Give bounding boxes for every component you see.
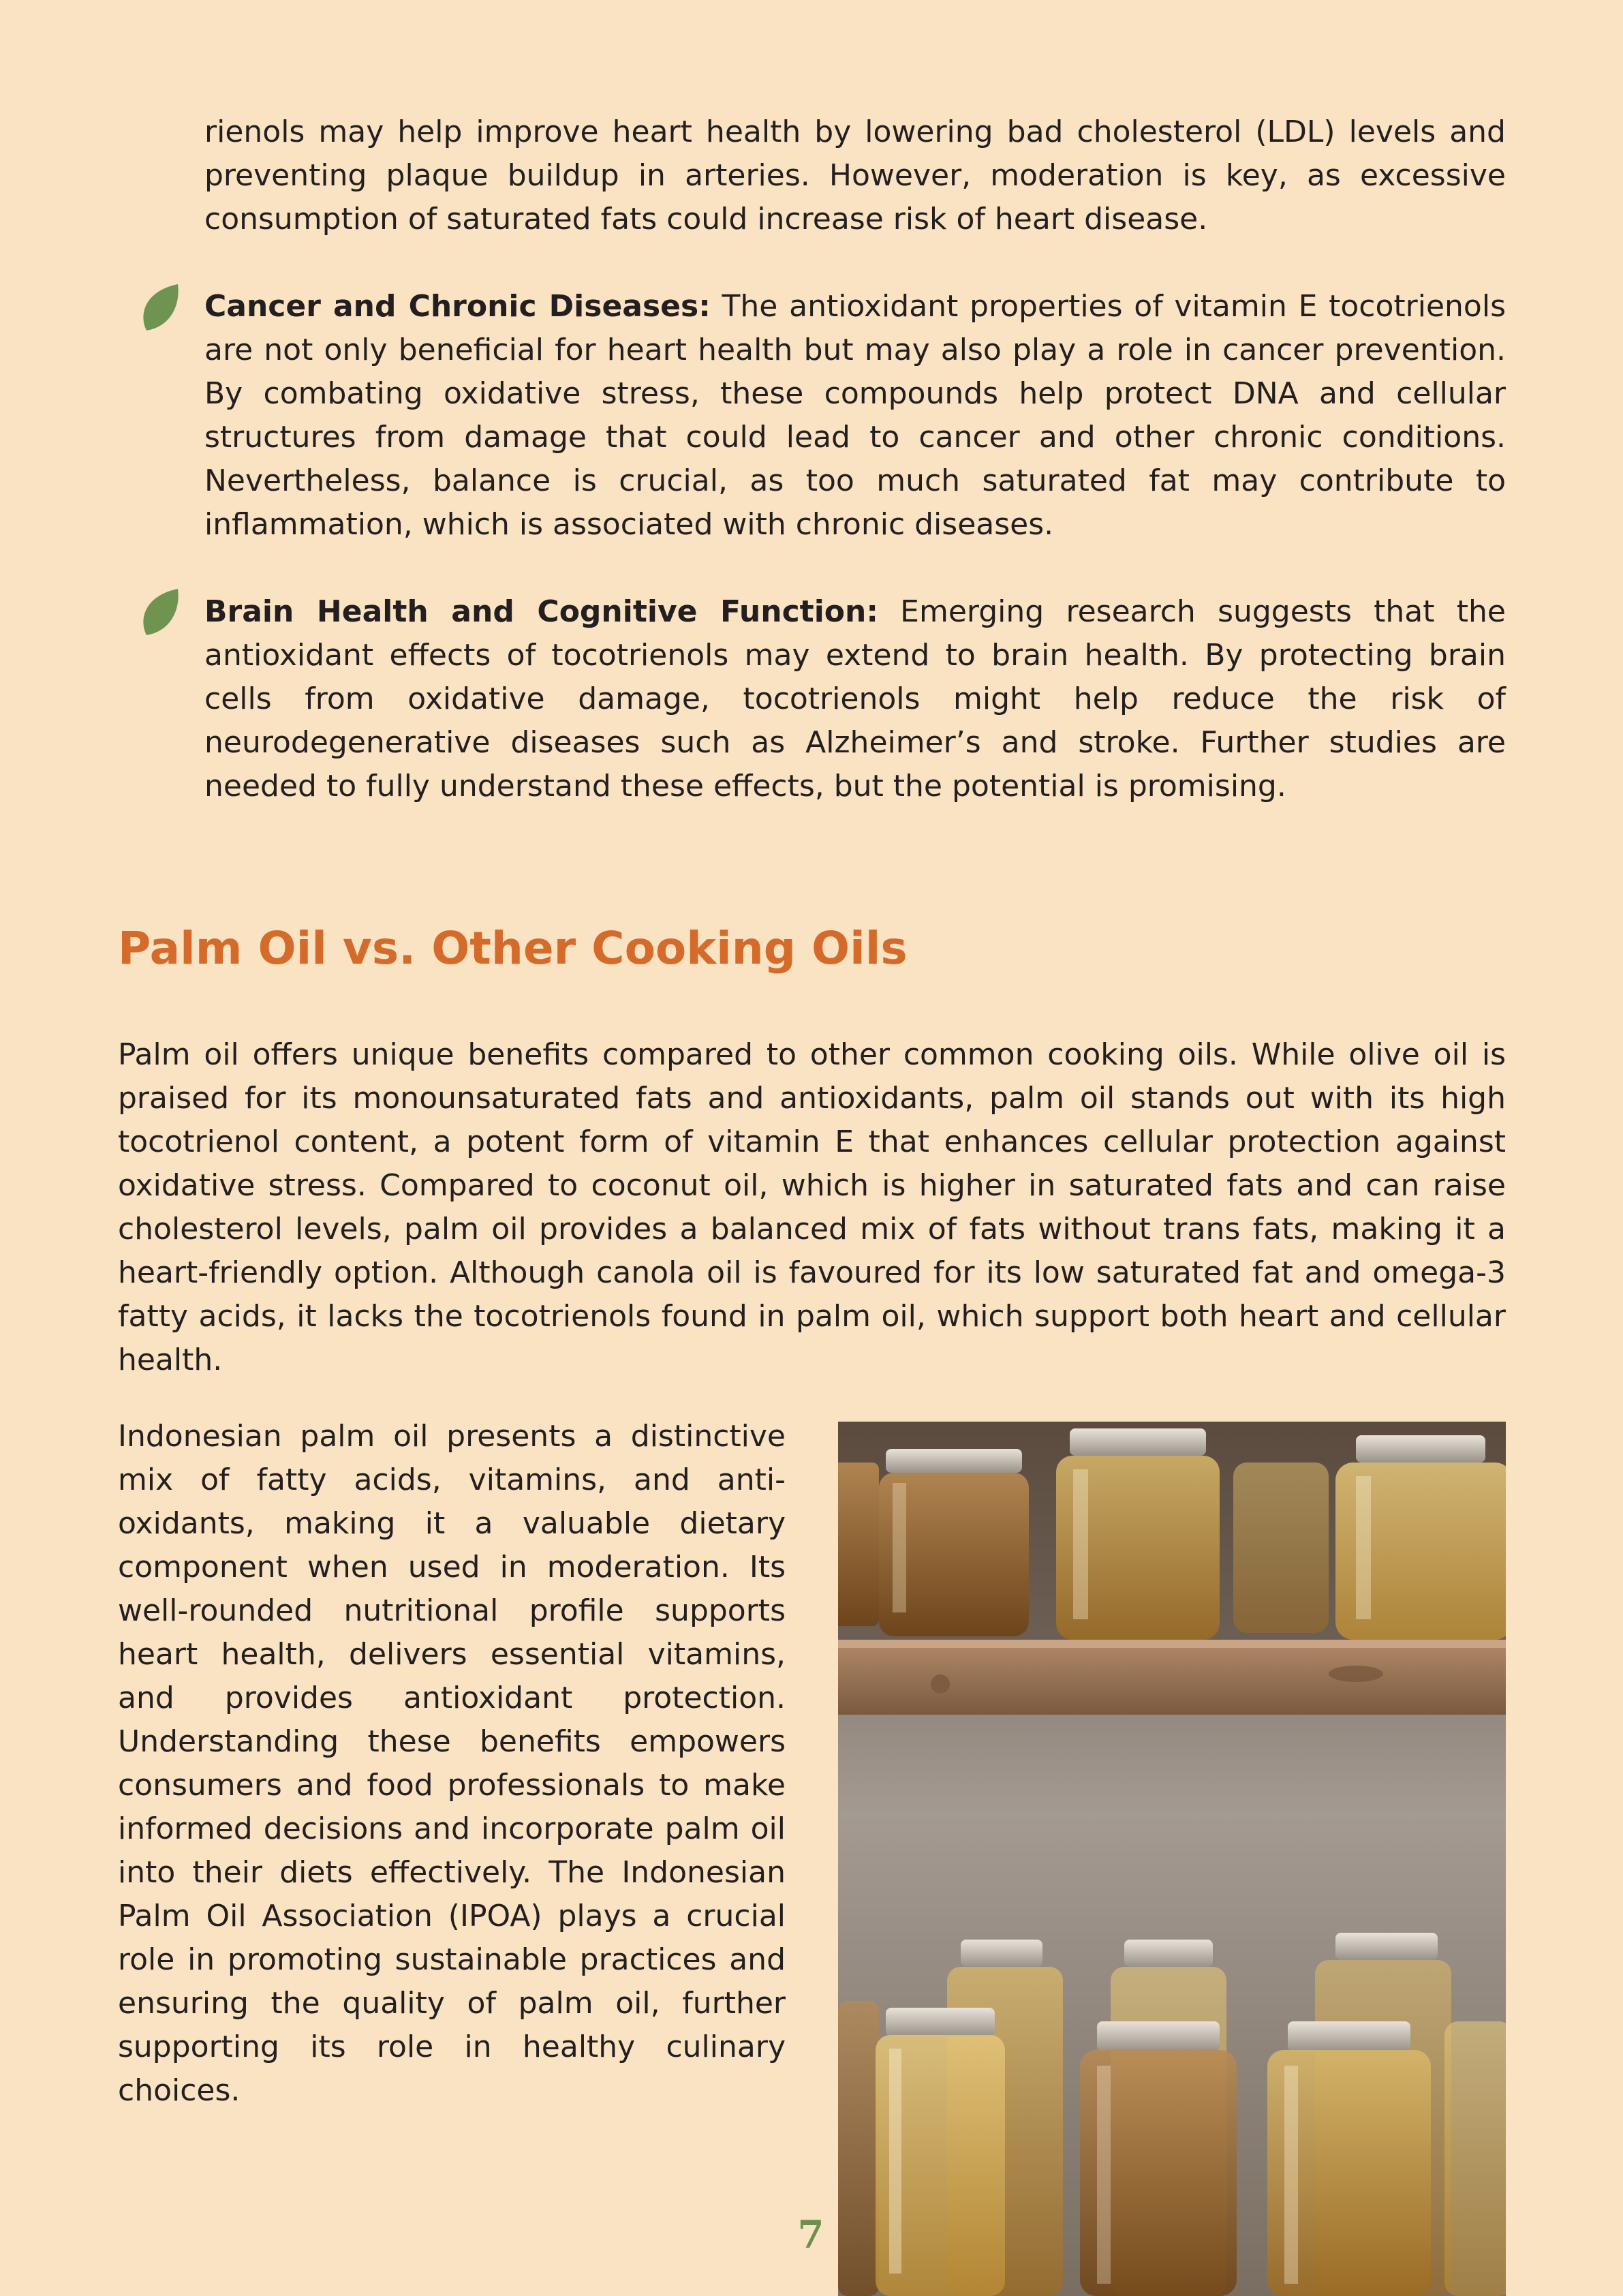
page-number: 7: [797, 2212, 824, 2257]
intro-continuation-paragraph: rienols may help improve heart health by lowering bad cholesterol (LDL) levels and preventing plaque buildup in arteries. However, moderation is key, as excessive consumption of saturated fats could increase risk of heart disease.: [204, 114, 1506, 236]
bullet-title: Brain Health and Cognitive Function:: [204, 594, 878, 629]
leaf-icon: [140, 281, 182, 335]
section-heading: Palm Oil vs. Other Cooking Oils: [118, 922, 908, 975]
bullet-text: The antioxidant properties of vitamin E tocotrienols are not only beneficial for heart health but may also play a role in cancer prevention. By combating oxidative stress, these compounds help protect DNA and cellular structures from damage that could lead to cancer and other chronic conditions. Nevertheless, balance is crucial, as too much saturated fat may contribute to inflammation, which is associated with chronic diseases.: [204, 289, 1506, 542]
oil-jars-illustration: [838, 1422, 1506, 2296]
oil-jars-photo: [838, 1422, 1506, 2296]
bullet-cancer-chronic-diseases: [204, 285, 1506, 547]
leaf-icon: [140, 586, 182, 639]
comparison-paragraph: Palm oil offers unique benefits compared to other common cooking oils. While olive oil is praised for its monounsaturated fats and antioxidants, palm oil stands out with its high tocotrienol content, a potent form of vitamin E that enhances cellular protection against oxidative stress. Compared to coconut oil, which is higher in saturated fats and can raise cholesterol levels, palm oil provides a balanced mix of fats without trans fats, making it a heart-friendly option. Although canola oil is favoured for its low saturated fat and omega-3 fatty acids, it lacks the tocotrienols found in palm oil, which support both heart and cellular health.: [118, 1037, 1506, 1377]
bullet-brain-health: [204, 590, 1506, 808]
bullet-title: Cancer and Chronic Diseases:: [204, 289, 711, 324]
bullet-text: Emerging research suggests that the antioxidant effects of tocotrienols may extend to brain health. By protecting brain cells from oxidative damage, tocotrienols might help reduce the risk of neurodegenerative diseases such as Alzheimer’s and stroke. Further studies are needed to fully understand these effects, but the potential is promising.: [204, 594, 1506, 803]
indonesian-palm-oil-paragraph: Indonesian palm oil presents a distinctive mix of fatty acids, vitamins, and antioxidants, making it a valuable dietary component when used in moderation. Its well-rounded nutritional profile supports heart health, delivers essential vitamins, and provides antioxidant protection. Understanding these benefits empowers consumers and food professionals to make informed decisions and incorporate palm oil into their diets effectively. The Indonesian Palm Oil Association (IPOA) plays a crucial role in promoting sustainable practices and ensuring the quality of palm oil, further supporting its role in healthy culinary choices.: [118, 1419, 786, 2108]
